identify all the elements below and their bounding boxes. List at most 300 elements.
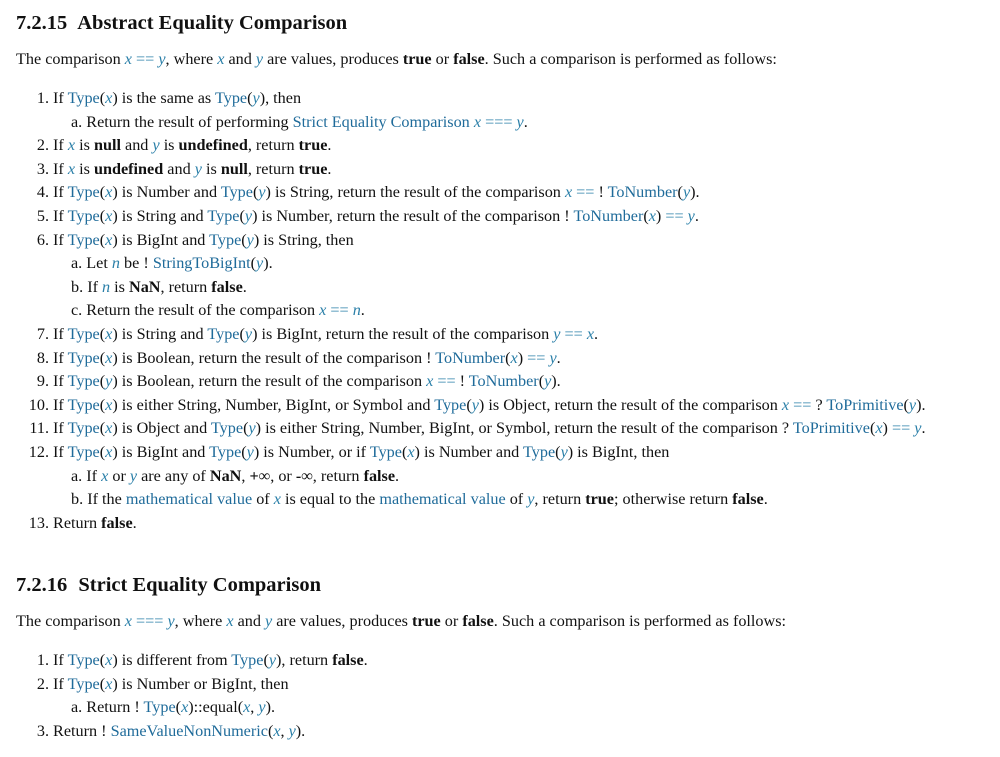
algorithm-step [16,417,926,441]
variable[interactable]: y [244,324,253,343]
variable[interactable]: x [105,324,113,343]
intro-text: and [233,612,265,630]
variable[interactable]: x [67,159,76,178]
spec-link[interactable]: Type [143,698,176,717]
step-text: If [53,206,68,225]
spec-link[interactable]: Type [210,419,244,438]
variable[interactable]: x [319,301,327,320]
operator: == [560,324,587,343]
step-text: ) is Number, return the result of the comparison ! [252,206,574,225]
step-text: ; otherwise return [613,490,733,509]
step-text: ( [99,206,106,225]
operator: == [661,206,688,225]
step-text: ( [241,442,247,461]
step-text: . [327,159,332,178]
step-text: and [120,136,153,155]
step-text: If [53,324,68,343]
step-text: ). [295,721,306,740]
step-text: or [108,466,130,485]
step-number: 2. [36,674,49,693]
operator: == [572,183,599,202]
step-text: be ! [120,254,153,273]
step-text: ( [643,206,649,225]
step-text: of [505,490,528,509]
variable[interactable]: x [875,419,883,438]
step-text: . [594,324,599,343]
algorithm-steps-abstract-equality [16,87,926,535]
variable[interactable]: x [105,89,113,107]
variable[interactable]: x [181,698,189,717]
step-number: 10. [28,395,49,414]
keyword: false [363,466,396,485]
step-number: 13. [28,513,49,532]
algorithm-substep [16,111,926,135]
step-number: 1. [36,89,49,107]
step-text: ( [250,254,256,273]
spec-link[interactable]: Type [209,442,242,461]
spec-link[interactable]: ToPrimitive [792,419,870,438]
variable[interactable]: x [67,136,76,155]
keyword: NaN [129,277,161,296]
step-number: a. [71,698,83,717]
intro-text: and [224,50,256,68]
step-text: ( [99,230,106,249]
step-text: . [694,206,699,225]
variable[interactable]: x [510,348,518,367]
variable[interactable]: x [564,183,573,202]
step-text: ) is Number and [414,442,524,461]
operator: == [326,301,353,320]
step-text: ! [459,372,469,391]
step-text: ( [99,442,106,461]
step-text: ): [188,698,199,717]
step-text: is [159,136,179,155]
algorithm-substep [16,488,926,512]
step-text: ) is either String, Number, BigInt, or Symbol and [112,395,435,414]
spec-link[interactable]: Type [67,183,100,202]
algorithm-steps-strict-equality [16,649,368,743]
step-text: ( [99,89,106,107]
intro-text: or [440,612,463,630]
algorithm-step [16,441,926,465]
variable[interactable]: y [516,112,524,131]
step-text: . [395,466,400,485]
spec-link[interactable]: Type [67,348,100,367]
spec-link[interactable]: Type [67,89,100,107]
keyword: false [101,513,133,532]
variable[interactable]: y [288,721,296,740]
step-text: If [53,651,68,669]
variable[interactable]: y [258,698,266,717]
step-text: ( [401,442,408,461]
step-text: If [53,230,68,249]
step-text: If [53,183,68,202]
algorithm-substep [16,465,926,489]
step-text: ! [598,183,608,202]
spec-link[interactable]: Type [207,324,240,343]
algorithm-step [16,347,926,371]
step-text: ) is String, return the result of the comparison [265,183,565,202]
step-text: ( [538,372,545,391]
section-intro [16,51,777,67]
spec-link[interactable]: Type [67,324,100,343]
variable[interactable]: y [560,442,568,461]
step-text: ( [239,324,245,343]
step-text: , [250,698,259,717]
step-text: . [921,419,926,438]
section-title: Strict Equality Comparison [78,574,321,596]
variable[interactable]: y [908,395,917,414]
step-text: Return the result of the comparison [86,301,320,320]
step-text: If the [87,490,126,509]
spec-link[interactable]: Type [67,395,100,414]
step-text: ) is Object and [112,419,211,438]
step-text: . [523,112,528,131]
variable[interactable]: y [244,206,253,225]
step-text: ) [655,206,662,225]
algorithm-substep [16,696,368,720]
operator: == [789,395,816,414]
spec-link[interactable]: Type [67,206,100,225]
step-number: 3. [36,159,49,178]
step-text: , return [160,277,212,296]
step-text: and [163,159,195,178]
step-text: is [201,159,221,178]
operator: == [887,419,915,438]
step-text: ) is BigInt and [112,230,210,249]
step-number: 4. [36,183,49,202]
operator: === [131,612,168,630]
step-text: ) is Number, or if [253,442,370,461]
algorithm-step [16,720,368,744]
variable[interactable]: y [549,348,557,367]
step-text: ( [99,372,106,391]
step-text: ) is the same as [112,89,215,107]
keyword: true [585,490,614,509]
step-text: If [53,89,68,107]
variable[interactable]: x [781,395,790,414]
step-text: ( [99,348,106,367]
step-text: If [86,466,102,485]
step-text: If [53,136,68,155]
algorithm-substep [16,276,926,300]
keyword: NaN [209,466,242,485]
step-text: ( [555,442,561,461]
step-text: ) is Number or BigInt, then [112,674,289,693]
section-number: 7.2.15 [16,12,68,34]
keyword: null [220,159,248,178]
step-text: . [763,490,768,509]
spec-link[interactable]: ToNumber [468,372,539,391]
intro-text: are values, produces [272,612,412,630]
spec-link[interactable]: mathematical value [125,490,253,509]
step-text: If [53,395,68,414]
var-y[interactable]: y [265,612,273,630]
variable[interactable]: x [105,395,113,414]
variable[interactable]: y [471,395,479,414]
step-number: 12. [28,442,49,461]
variable[interactable]: y [687,206,695,225]
step-number: a. [71,112,83,131]
step-text: ? [815,395,827,414]
variable[interactable]: x [105,419,113,438]
intro-text: or [431,50,454,68]
variable[interactable]: x [105,206,113,225]
variable[interactable]: y [194,159,202,178]
var-y[interactable]: y [158,50,166,68]
algorithm-step [16,205,926,229]
step-text: ( [99,324,106,343]
step-text: ), return [276,651,333,669]
step-number: a. [71,466,83,485]
step-number: 5. [36,206,49,225]
variable[interactable]: n [111,254,120,273]
keyword: +∞ [249,466,271,485]
spec-link[interactable]: Type [67,442,100,461]
step-text: Return [53,513,102,532]
spec-link[interactable]: Type [67,230,100,249]
variable[interactable]: y [268,651,277,669]
algorithm-step [16,649,368,673]
step-text: ) is String and [112,206,208,225]
spec-link[interactable]: Strict Equality Comparison [292,112,470,131]
variable[interactable]: x [105,674,113,693]
spec-link[interactable]: Type [231,651,264,669]
step-text: , or [270,466,296,485]
variable[interactable]: y [258,183,266,202]
keyword: false [332,651,364,669]
var-x[interactable]: x [124,612,132,630]
step-text: ). [551,372,561,391]
spec-link[interactable]: StringToBigInt [152,254,251,273]
spec-link[interactable]: Type [369,442,402,461]
step-text: ( [99,183,106,202]
spec-link[interactable]: mathematical value [379,490,506,509]
var-x[interactable]: x [217,50,225,68]
spec-link[interactable]: ToPrimitive [826,395,904,414]
step-text: ( [677,183,683,202]
step-text: ) is Boolean, return the result of the comparison [112,372,427,391]
step-text: Return ! [86,698,144,717]
step-text: is [75,136,94,155]
step-text: Let [86,254,112,273]
spec-link[interactable]: ToNumber [435,348,506,367]
step-text: ( [869,419,876,438]
variable[interactable]: y [544,372,552,391]
step-text: ). [690,183,700,202]
step-text: . [363,651,368,669]
variable[interactable]: x [426,372,434,391]
step-number: 6. [36,230,49,249]
keyword: true [298,159,328,178]
operator: == [433,372,460,391]
step-text: , [280,721,289,740]
step-text: ) is BigInt and [112,442,210,461]
variable[interactable]: y [682,183,691,202]
step-number: 9. [36,372,49,391]
var-x[interactable]: x [226,612,234,630]
step-text: ) is BigInt, then [567,442,670,461]
variable[interactable]: x [473,112,482,131]
step-number: b. [71,490,84,509]
variable[interactable]: y [252,89,260,107]
algorithm-step [16,158,926,182]
variable[interactable]: y [246,230,254,249]
step-text: ). [265,698,275,717]
variable[interactable]: x [105,442,113,461]
algorithm-substep [16,252,926,276]
step-text: ( [252,183,259,202]
spec-link[interactable]: Type [523,442,556,461]
intro-text: . Such a comparison is performed as follows: [493,612,787,630]
step-number: 1. [36,651,49,669]
step-text: If [87,277,103,296]
step-number: 8. [36,348,49,367]
variable[interactable]: x [105,230,113,249]
spec-link[interactable]: Type [67,651,100,669]
step-text: ) is Number and [112,183,221,202]
keyword: undefined [93,159,164,178]
intro-text: are values, produces [263,50,403,68]
step-text: ( [241,230,247,249]
step-text: , [241,466,250,485]
step-text: ( [99,651,106,669]
var-y[interactable]: y [167,612,175,630]
variable[interactable]: x [105,183,113,202]
step-text: ( [267,721,274,740]
spec-link[interactable]: Type [214,89,248,107]
variable[interactable]: y [914,419,922,438]
operator: == [523,348,550,367]
spec-link[interactable]: Type [220,183,253,202]
keyword-false: false [462,612,494,630]
step-text: are any of [137,466,210,485]
spec-link[interactable]: Type [209,230,242,249]
algorithm-step [16,394,926,418]
spec-link[interactable]: Type [67,419,100,438]
step-text: ( [175,698,182,717]
algorithm-step [16,87,926,111]
spec-link[interactable]: Type [434,395,467,414]
step-text: . [132,513,137,532]
step-text: ) is BigInt, return the result of the comparison [252,324,554,343]
variable[interactable]: x [105,651,113,669]
step-text: If [53,159,68,178]
algorithm-step [16,512,926,536]
step-text: If [53,442,68,461]
keyword-true: true [402,50,432,68]
step-text: Return ! [53,721,111,740]
variable[interactable]: y [246,442,254,461]
variable[interactable]: y [553,324,561,343]
algorithm-step [16,323,926,347]
spec-link[interactable]: SameValueNonNumeric [110,721,268,740]
spec-link[interactable]: ToNumber [607,183,678,202]
variable[interactable]: x [273,721,281,740]
var-x[interactable]: x [124,50,132,68]
spec-link[interactable]: ToNumber [573,206,644,225]
variable[interactable]: x [586,324,594,343]
step-text: ( [99,674,106,693]
variable[interactable]: x [648,206,656,225]
variable[interactable]: x [243,698,251,717]
section-number: 7.2.16 [16,574,68,596]
step-text: , return [247,159,299,178]
step-text: ) is String, then [253,230,354,249]
step-text: ). [263,254,273,273]
step-text: . [242,277,247,296]
step-text: , return [247,136,299,155]
algorithm-step [16,181,926,205]
keyword: false [732,490,764,509]
variable[interactable]: y [248,419,256,438]
variable[interactable]: x [105,348,113,367]
intro-text: The comparison [16,50,125,68]
operator: === [481,112,517,131]
step-text: . [556,348,561,367]
step-text: , return [312,466,364,485]
step-text: ( [247,89,253,107]
variable[interactable]: y [105,372,113,391]
keyword-false: false [453,50,485,68]
intro-text: . Such a comparison is performed as follows: [484,50,777,68]
spec-link[interactable]: Type [67,674,100,693]
step-text: ) [882,419,888,438]
var-y[interactable]: y [255,50,264,68]
step-text: ), then [259,89,302,107]
section-heading-abstract-equality [16,13,347,34]
step-number: c. [71,301,83,320]
spec-link[interactable]: Type [67,372,100,391]
keyword: true [298,136,328,155]
step-text: ). [916,395,926,414]
step-text: ( [466,395,472,414]
spec-link[interactable]: Type [207,206,240,225]
step-text: ( [99,395,106,414]
variable[interactable]: y [129,466,138,485]
step-text: Return the result of performing [86,112,293,131]
step-text: ( [505,348,511,367]
step-text: ) is String and [112,324,208,343]
step-text: is [75,159,94,178]
step-number: 11. [29,419,49,438]
step-text: If [53,419,68,438]
variable[interactable]: x [101,466,109,485]
step-text: . [360,301,365,320]
step-text: ( [99,419,106,438]
variable[interactable]: x [273,490,281,509]
variable[interactable]: n [102,277,111,296]
variable[interactable]: y [152,136,160,155]
operator: == [131,50,159,68]
intro-text: , where [165,50,218,68]
keyword: null [93,136,121,155]
variable[interactable]: n [352,301,361,320]
step-text: ) is Object, return the result of the comparison [478,395,782,414]
variable[interactable]: y [527,490,535,509]
step-text: If [53,674,68,693]
section-title: Abstract Equality Comparison [77,12,348,34]
step-number: 2. [36,136,49,155]
algorithm-step [16,229,926,253]
variable[interactable]: x [407,442,415,461]
step-text: If [53,348,68,367]
step-text: is [110,277,130,296]
variable[interactable]: y [256,254,264,273]
step-text: ( [239,206,245,225]
step-number: a. [71,254,83,273]
algorithm-step [16,134,926,158]
